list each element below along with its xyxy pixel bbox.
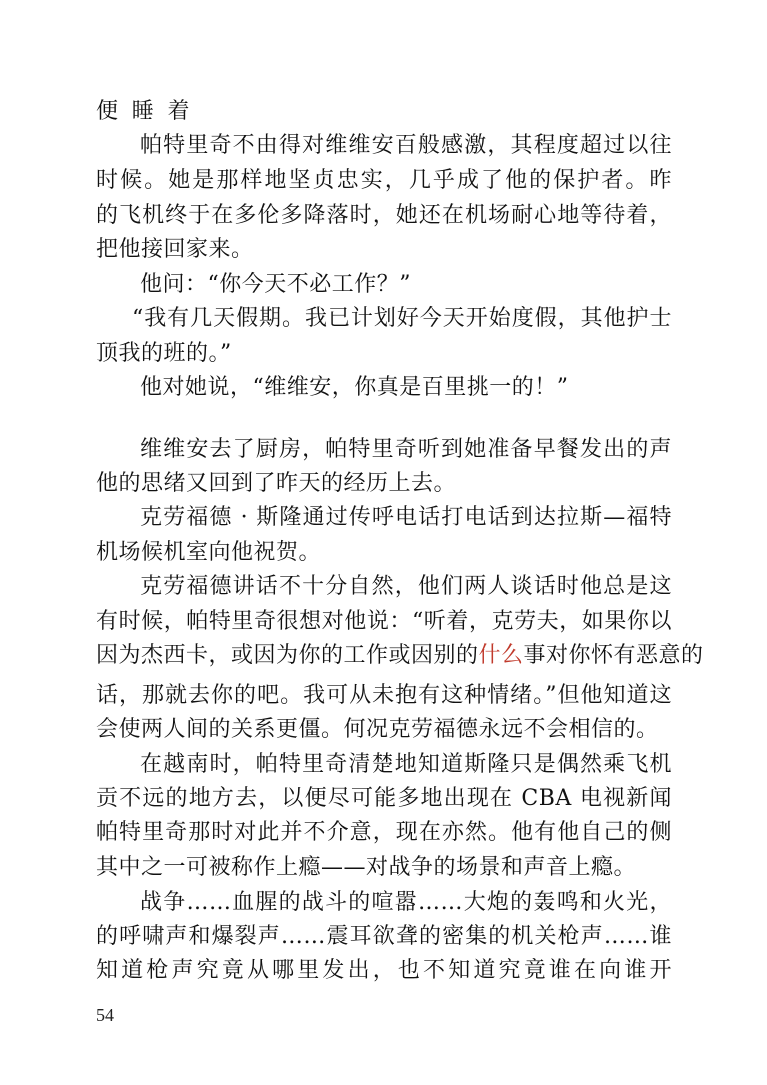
- text-line: 把他接回家来。: [96, 237, 254, 262]
- text-line: 时候。她是那样地坚贞忠实，几乎成了他的保护者。昨: [96, 168, 672, 193]
- text-segment: 事对你怀有恶意的: [523, 643, 704, 668]
- text-line: 便睡着: [96, 99, 190, 124]
- text-line: [96, 641, 704, 671]
- text-segment: 因为杰西卡，或因为你的工作或因别的: [96, 643, 479, 668]
- text-line: 的呼啸声和爆裂声……震耳欲聋的密集的机关枪声……谁: [96, 924, 672, 949]
- text-line: 在越南时，帕特里奇清楚地知道斯隆只是偶然乘飞机: [140, 752, 672, 777]
- text-line: 机场候机室向他祝贺。: [96, 540, 322, 565]
- text-line: 维维安去了厨房，帕特里奇听到她准备早餐发出的声: [140, 437, 672, 462]
- text-line: “我有几天假期。我已计划好今天开始度假，其他护士: [132, 306, 672, 331]
- text-line: 会使两人间的关系更僵。何况克劳福德永远不会相信的。: [96, 717, 659, 742]
- page-number: 54: [96, 1005, 114, 1025]
- text-line: 克劳福德讲话不十分自然，他们两人谈话时他总是这: [140, 574, 672, 599]
- emphasized-text: 什么: [478, 643, 524, 668]
- text-line: 他对她说，“维维安，你真是百里挑一的！”: [140, 375, 569, 400]
- text-line: 克劳福德 · 斯隆通过传呼电话打电话到达拉斯—福特: [140, 505, 672, 530]
- text-line: 他的思绪又回到了昨天的经历上去。: [96, 471, 457, 496]
- text-line: 战争……血腥的战斗的喧嚣……大炮的轰鸣和火光，: [140, 890, 672, 915]
- text-line: 贡不远的地方去，以便尽可能多地出现在 CBA 电视新闻: [96, 786, 672, 811]
- text-line: 有时候，帕特里奇很想对他说：“听着，克劳夫，如果你以: [96, 609, 672, 634]
- text-line: 其中之一可被称作上瘾——对战争的场景和声音上瘾。: [96, 855, 637, 880]
- text-line: 帕特里奇那时对此并不介意，现在亦然。他有他自己的侧: [96, 820, 672, 845]
- text-line: 他问：“你今天不必工作？”: [140, 272, 411, 297]
- text-line: 话，那就去你的吧。我可从未抱有这种情绪。”但他知道这: [96, 683, 672, 708]
- text-line: 的飞机终于在多伦多降落时，她还在机场耐心地等待着，: [96, 203, 672, 228]
- text-line: 顶我的班的。”: [96, 341, 232, 366]
- text-line: 帕特里奇不由得对维维安百般感激，其程度超过以往: [140, 133, 672, 158]
- text-line: 知道枪声究竟从哪里发出，也不知道究竟谁在向谁开: [96, 958, 672, 983]
